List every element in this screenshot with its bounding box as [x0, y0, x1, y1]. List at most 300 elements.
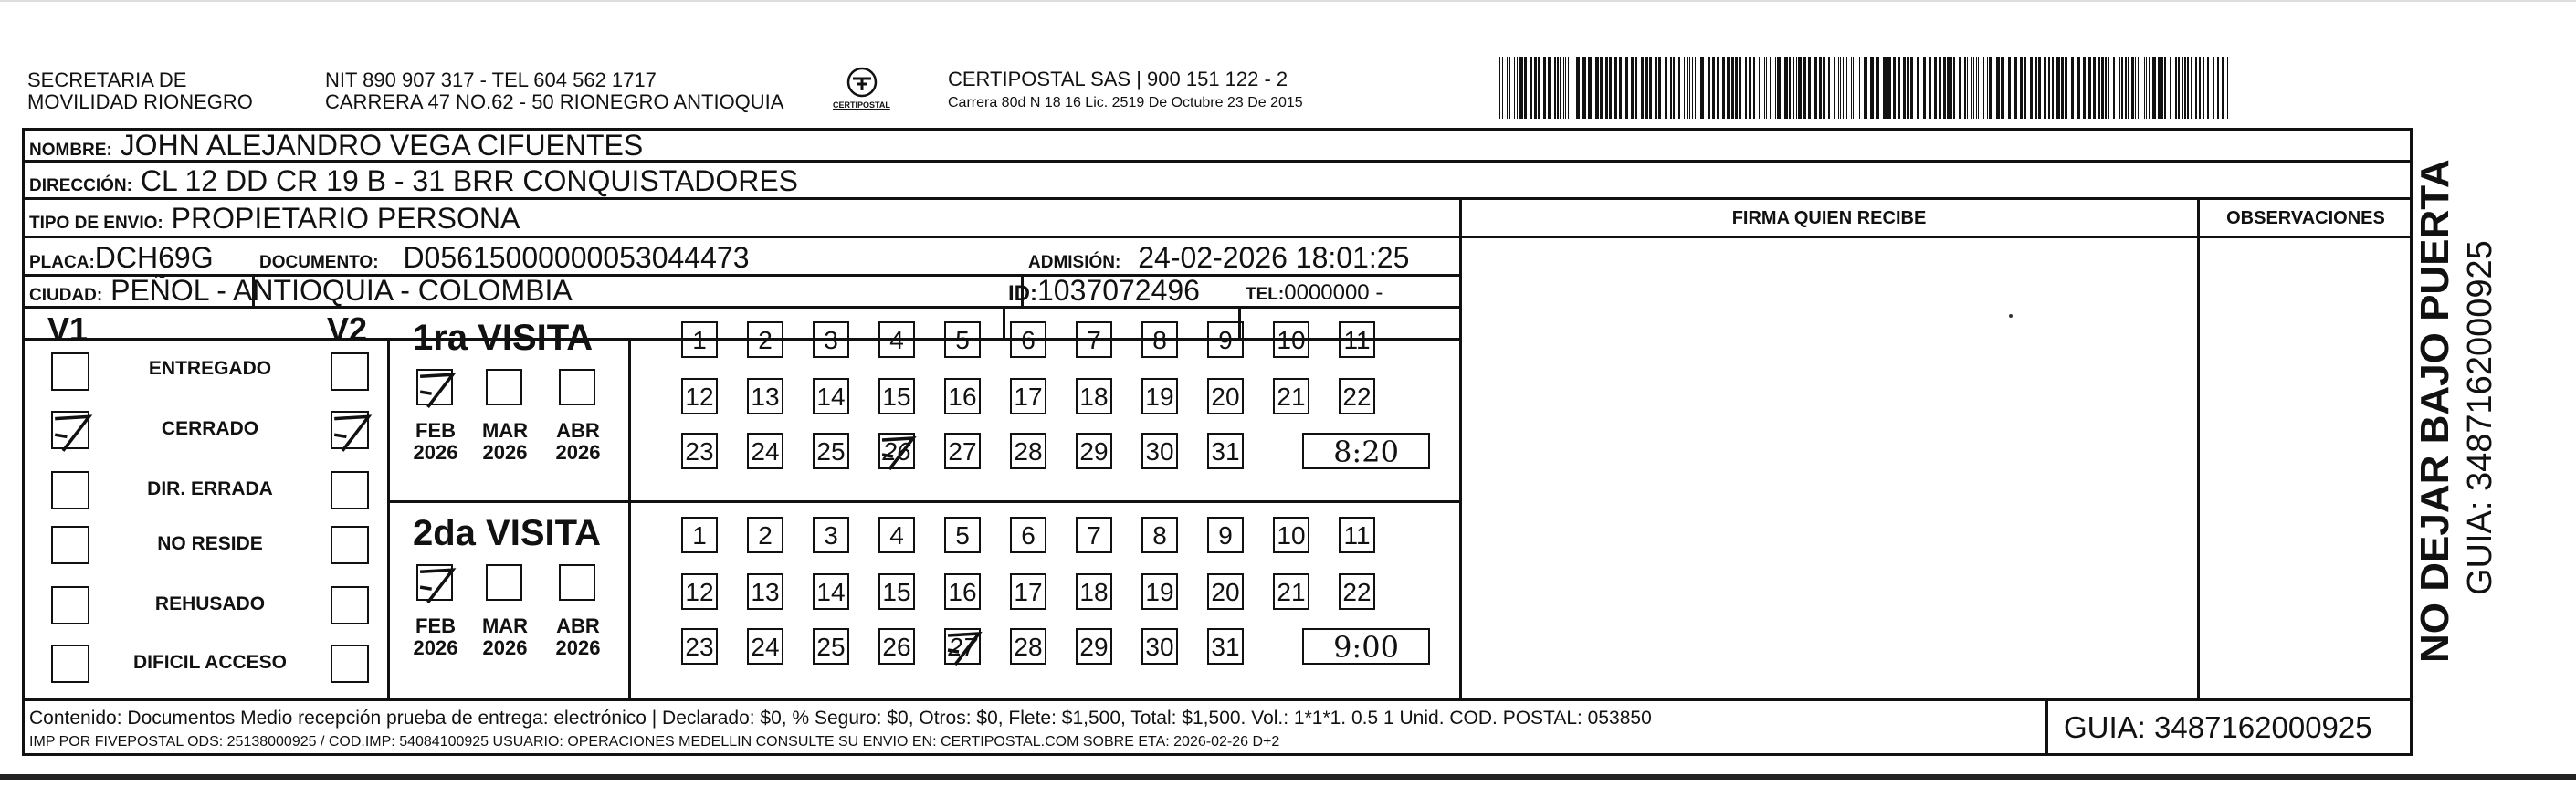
v1-checkbox[interactable] [51, 352, 89, 391]
ciudad-value: PEÑOL - ANTIOQUIA - COLOMBIA [110, 274, 573, 307]
barcode-bar [1777, 57, 1781, 119]
barcode-bar [1973, 57, 1974, 119]
barcode-bar [1684, 57, 1685, 119]
barcode-bar [1745, 57, 1747, 119]
certipostal-logo-text: CERTIPOSTAL [833, 100, 890, 110]
placa-value: DCH69G [94, 241, 214, 274]
nit-line: NIT 890 907 317 - TEL 604 562 1717 [325, 68, 657, 91]
barcode-bar [1803, 57, 1806, 119]
visit1-day-box[interactable]: 26 [878, 433, 915, 469]
visit2-day-box[interactable]: 20 [1207, 573, 1244, 610]
barcode-bar [2119, 57, 2120, 119]
visit2-day-box[interactable]: 23 [681, 628, 718, 665]
nombre-row [29, 130, 643, 166]
sender-line-1: SECRETARIA DE [27, 68, 187, 91]
visit1-day-box[interactable]: 3 [813, 321, 849, 358]
visit2-day-box[interactable]: 3 [813, 517, 849, 553]
visit2-day-box[interactable]: 27 [944, 628, 981, 665]
barcode-bar [1655, 57, 1657, 119]
barcode-bar [1766, 57, 1767, 119]
barcode-bar [1819, 57, 1822, 119]
barcode-bar [1543, 57, 1546, 119]
visit2-time-box[interactable]: 9:00 [1302, 628, 1430, 665]
barcode-bar [2217, 57, 2219, 119]
visit1-day-box[interactable]: 7 [1076, 321, 1112, 358]
barcode-bar [1514, 57, 1515, 119]
barcode-bar [2014, 57, 2017, 119]
v1-checkbox[interactable] [51, 645, 89, 683]
barcode-bar [1853, 57, 1854, 119]
visit1-day-box[interactable]: 8 [1141, 321, 1178, 358]
visit1-month-checkbox[interactable] [416, 369, 453, 405]
barcode-bar [2170, 57, 2171, 119]
visit1-day-box[interactable]: 24 [747, 433, 783, 469]
visit1-day-box[interactable]: 28 [1010, 433, 1046, 469]
visit1-month-name: ABR [556, 419, 600, 442]
visit2-month-label [473, 615, 537, 659]
barcode-bar [1519, 57, 1523, 119]
barcode-bar [1989, 57, 1992, 119]
side-guia: GUIA: 3487162000925 [2461, 240, 2499, 595]
barcode-bar [1717, 57, 1719, 119]
visit1-month-check-mark [418, 371, 457, 409]
barcode-bar [1692, 57, 1693, 119]
barcode-bar [2056, 57, 2060, 119]
barcode-bar [2128, 57, 2129, 119]
visit2-month-year: 2026 [413, 636, 458, 659]
status-option-label: DIR. ERRADA [147, 478, 273, 499]
barcode-bar [1796, 57, 1797, 119]
barcode-bar [1712, 57, 1715, 119]
visit1-day-box[interactable]: 5 [944, 321, 981, 358]
visit1-day-box[interactable]: 1 [681, 321, 718, 358]
barcode-bar [1576, 57, 1580, 119]
barcode-bar [2182, 57, 2183, 119]
barcode-bar [1851, 57, 1852, 119]
barcode-bar [1509, 57, 1510, 119]
barcode-bar [2164, 57, 2166, 119]
direccion-row [29, 165, 798, 202]
barcode-bar [1708, 57, 1710, 119]
barcode-bar [1557, 57, 1559, 119]
barcode-bar [2098, 57, 2100, 119]
barcode-bar [2071, 57, 2074, 119]
visit1-day-box[interactable]: 13 [747, 378, 783, 414]
barcode-bar [1588, 57, 1592, 119]
nombre-label: NOMBRE: [29, 141, 112, 160]
barcode-bar [1967, 57, 1968, 119]
visit2-day-box[interactable]: 28 [1010, 628, 1046, 665]
visit2-day-box[interactable]: 5 [944, 517, 981, 553]
admision-value: 24-02-2026 18:01:25 [1138, 241, 1410, 274]
visit2-day-box[interactable]: 29 [1076, 628, 1112, 665]
placa-cell [29, 242, 214, 278]
barcode-bar [1600, 57, 1603, 119]
barcode-bar [1978, 57, 1979, 119]
visit1-day-box[interactable]: 20 [1207, 378, 1244, 414]
barcode-bar [2108, 57, 2109, 119]
barcode-bar [1775, 57, 1776, 119]
barcode-bar [1678, 57, 1680, 119]
barcode-bar [1903, 57, 1906, 119]
barcode-bar [1943, 57, 1946, 119]
barcode-bar [1548, 57, 1551, 119]
v2-checkbox[interactable] [331, 526, 369, 564]
barcode-bar [1605, 57, 1608, 119]
visit1-day-box[interactable]: 19 [1141, 378, 1178, 414]
visit2-day-box[interactable]: 16 [944, 573, 981, 610]
visit2-month-checkbox[interactable] [559, 564, 595, 601]
barcode-bar [2065, 57, 2067, 119]
barcode-bar [1917, 57, 1919, 119]
v2-checkbox[interactable] [331, 352, 369, 391]
visit1-day-box[interactable]: 9 [1207, 321, 1244, 358]
documento-cell [259, 242, 749, 278]
barcode-bar [2184, 57, 2186, 119]
barcode-bar [1976, 57, 1977, 119]
barcode-bar [1910, 57, 1913, 119]
tel-value: 0000000 - [1284, 280, 1383, 305]
visit1-month-year: 2026 [413, 441, 458, 464]
barcode-bar [1934, 57, 1937, 119]
barcode-bar [1695, 57, 1696, 119]
nombre-value: JOHN ALEJANDRO VEGA CIFUENTES [120, 129, 644, 162]
visit2-day-box[interactable]: 12 [681, 573, 718, 610]
placa-label: PLACA: [29, 253, 95, 272]
barcode-bar [2044, 57, 2046, 119]
visit1-day-box[interactable]: 31 [1207, 433, 1244, 469]
visit2-day-box[interactable]: 31 [1207, 628, 1244, 665]
v1-check-mark [53, 413, 93, 453]
barcode-bar [2199, 57, 2201, 119]
barcode-bar [1614, 57, 1617, 119]
barcode-bar [1641, 57, 1644, 119]
direccion-value: CL 12 DD CR 19 B - 31 BRR CONQUISTADORES [140, 164, 799, 197]
barcode-bar [1846, 57, 1847, 119]
v2-check-mark [332, 413, 373, 453]
barcode-bar [2121, 57, 2123, 119]
visit2-month-name: MAR [481, 614, 529, 637]
barcode-bar [2008, 57, 2011, 119]
tel-label: TEL: [1246, 285, 1285, 304]
v2-checkbox[interactable] [331, 411, 369, 449]
barcode-bar [1964, 57, 1966, 119]
visit2-day-box[interactable]: 2 [747, 517, 783, 553]
ciudad-cell [29, 275, 573, 311]
sender-name [27, 69, 253, 113]
visit1-month-year: 2026 [482, 441, 528, 464]
barcode-bar [2138, 57, 2139, 119]
status-option-label: ENTREGADO [148, 358, 272, 379]
visit1-month-year: 2026 [555, 441, 601, 464]
v1-checkbox[interactable] [51, 471, 89, 509]
visit1-day-box[interactable]: 22 [1339, 378, 1375, 414]
barcode-bar [1953, 57, 1955, 119]
barcode-bar [1649, 57, 1652, 119]
visit1-time-box[interactable]: 8:20 [1302, 433, 1430, 469]
id-value: 1037072496 [1037, 274, 1200, 307]
visit2-day-box[interactable]: 4 [878, 517, 915, 553]
visit1-month-label [473, 420, 537, 464]
visit1-month-label [404, 420, 468, 464]
visit1-month-checkbox[interactable] [486, 369, 522, 405]
visit1-day-box[interactable]: 21 [1273, 378, 1309, 414]
visit1-month-name: FEB [415, 419, 456, 442]
visit2-day-box[interactable]: 25 [813, 628, 849, 665]
visit2-day-box[interactable]: 9 [1207, 517, 1244, 553]
visit2-month-year: 2026 [482, 636, 528, 659]
visit1-day-box[interactable]: 15 [878, 378, 915, 414]
barcode-bar [2083, 57, 2086, 119]
visit2-month-label [404, 615, 468, 659]
visit1-day-box[interactable]: 25 [813, 433, 849, 469]
visit1-day-box[interactable]: 11 [1339, 321, 1375, 358]
barcode-bar [1753, 57, 1755, 119]
barcode-bar [2222, 57, 2224, 119]
visit2-month-name: ABR [556, 614, 600, 637]
barcode-bar [2001, 57, 2004, 119]
barcode-bar [1739, 57, 1741, 119]
barcode-bar [2131, 57, 2134, 119]
barcode-bar [2035, 57, 2037, 119]
barcode-bar [1524, 57, 1527, 119]
visit1-day-box[interactable]: 16 [944, 378, 981, 414]
barcode-bar [1554, 57, 1556, 119]
barcode-bar [2030, 57, 2033, 119]
visit1-day-box[interactable]: 18 [1076, 378, 1112, 414]
barcode-bar [1563, 57, 1564, 119]
sender-address: CARRERA 47 NO.62 - 50 RIONEGRO ANTIOQUIA [325, 90, 784, 113]
barcode-bar [1749, 57, 1751, 119]
barcode-bar [1828, 57, 1830, 119]
barcode-bar [2146, 57, 2147, 119]
barcode-bar [1823, 57, 1825, 119]
visit1-month-label [546, 420, 610, 464]
barcode-bar [2158, 57, 2161, 119]
admision-label: ADMISIÓN: [1028, 253, 1121, 272]
visit2-day-box[interactable]: 18 [1076, 573, 1112, 610]
v1-header: V1 [47, 310, 89, 348]
visit1-month-name: MAR [481, 419, 529, 442]
visit2-day-box[interactable]: 19 [1141, 573, 1178, 610]
documento-label: DOCUMENTO: [259, 253, 379, 272]
visit2-day-box[interactable]: 30 [1141, 628, 1178, 665]
visit2-day-box[interactable]: 15 [878, 573, 915, 610]
barcode-bar [2207, 57, 2209, 119]
visit2-day-box[interactable]: 8 [1141, 517, 1178, 553]
v2-header: V2 [327, 310, 368, 348]
visit2-month-check-mark [418, 566, 457, 604]
visit2-day-box[interactable]: 22 [1339, 573, 1375, 610]
id-cell [1008, 275, 1200, 310]
barcode-bar [1770, 57, 1771, 119]
sender-line-2: MOVILIDAD RIONEGRO [27, 90, 253, 113]
visit2-day-box[interactable]: 14 [813, 573, 849, 610]
barcode-bar [1658, 57, 1661, 119]
barcode-bar [1898, 57, 1900, 119]
admision-cell [1028, 242, 1409, 278]
v2-checkbox[interactable] [331, 645, 369, 683]
barcode-bar [1834, 57, 1835, 119]
visit1-day-box[interactable]: 12 [681, 378, 718, 414]
status-option-label: REHUSADO [154, 593, 266, 614]
barcode-bar [1838, 57, 1839, 119]
barcode-bar [1996, 57, 2000, 119]
barcode-bar [1793, 57, 1794, 119]
barcode-bar [2175, 57, 2177, 119]
barcode-bar [1595, 57, 1599, 119]
barcode-bar [1619, 57, 1622, 119]
barcode-bar [2077, 57, 2080, 119]
visit2-day-box[interactable]: 21 [1273, 573, 1309, 610]
v2-checkbox[interactable] [331, 586, 369, 624]
visit1-day-box[interactable]: 10 [1273, 321, 1309, 358]
barcode-bar [1759, 57, 1760, 119]
barcode-bar [1722, 57, 1725, 119]
barcode-bar [1843, 57, 1844, 119]
barcode-bar [1923, 57, 1926, 119]
tipo-envio-row [29, 203, 520, 239]
visit2-day-box[interactable]: 26 [878, 628, 915, 665]
barcode [1498, 57, 2228, 119]
visit1-day-box[interactable]: 30 [1141, 433, 1178, 469]
visit2-month-checkbox[interactable] [486, 564, 522, 601]
barcode-bar [1530, 57, 1532, 119]
barcode-bar [1517, 57, 1518, 119]
barcode-bar [1673, 57, 1675, 119]
barcode-bar [1689, 57, 1690, 119]
visit2-day-box[interactable]: 6 [1010, 517, 1046, 553]
visit1-day-box[interactable]: 17 [1010, 378, 1046, 414]
visit1-day-box[interactable]: 2 [747, 321, 783, 358]
barcode-bar [1959, 57, 1961, 119]
barcode-bar [2149, 57, 2150, 119]
speck [2009, 314, 2013, 318]
barcode-bar [2052, 57, 2054, 119]
barcode-bar [2061, 57, 2064, 119]
barcode-bar [1631, 57, 1634, 119]
barcode-bar [1534, 57, 1537, 119]
barcode-bar [2113, 57, 2115, 119]
firma-header: FIRMA QUIEN RECIBE [1731, 208, 1927, 228]
barcode-bar [1645, 57, 1648, 119]
barcode-bar [1929, 57, 1931, 119]
visit2-day-box[interactable]: 17 [1010, 573, 1046, 610]
v1-checkbox[interactable] [51, 411, 89, 449]
barcode-bar [1687, 57, 1688, 119]
visit2-month-checkbox[interactable] [416, 564, 453, 601]
barcode-bar [1764, 57, 1765, 119]
barcode-bar [1625, 57, 1628, 119]
visit2-day-box[interactable]: 11 [1339, 517, 1375, 553]
barcode-bar [2048, 57, 2050, 119]
courier-license: Carrera 80d N 18 16 Lic. 2519 De Octubre 23 De 2015 [948, 95, 1303, 110]
barcode-bar [1565, 57, 1566, 119]
visit1-title: 1ra VISITA [413, 318, 594, 358]
barcode-bar [1735, 57, 1738, 119]
barcode-bar [2227, 57, 2228, 119]
visit1-month-checkbox[interactable] [559, 369, 595, 405]
barcode-bar [1887, 57, 1891, 119]
visit1-day-box[interactable]: 6 [1010, 321, 1046, 358]
barcode-bar [1670, 57, 1672, 119]
barcode-bar [1808, 57, 1811, 119]
barcode-bar [1907, 57, 1909, 119]
visit1-day-strike [880, 435, 917, 471]
visit1-day-box[interactable]: 4 [878, 321, 915, 358]
visit1-day-box[interactable]: 23 [681, 433, 718, 469]
barcode-bar [2203, 57, 2204, 119]
side-warning: NO DEJAR BAJO PUERTA [2413, 159, 2457, 663]
barcode-bar [1499, 57, 1500, 119]
barcode-bar [1971, 57, 1972, 119]
barcode-bar [1789, 57, 1791, 119]
barcode-bar [1947, 57, 1950, 119]
status-option-label: CERRADO [161, 418, 259, 439]
visit1-day-box[interactable]: 27 [944, 433, 981, 469]
visit2-day-strike [946, 630, 983, 666]
visit2-day-box[interactable]: 13 [747, 573, 783, 610]
barcode-bar [1840, 57, 1841, 119]
barcode-bar [2161, 57, 2163, 119]
barcode-bar [1727, 57, 1730, 119]
barcode-bar [1568, 57, 1569, 119]
barcode-bar [1939, 57, 1941, 119]
barcode-bar [1609, 57, 1612, 119]
barcode-bar [1814, 57, 1817, 119]
status-option-label: DIFICIL ACCESO [132, 652, 287, 673]
barcode-bar [2024, 57, 2026, 119]
visit2-day-box[interactable]: 1 [681, 517, 718, 553]
visit2-day-box[interactable]: 10 [1273, 517, 1309, 553]
tipo-envio-value: PROPIETARIO PERSONA [171, 202, 520, 235]
tel-cell [1246, 278, 1383, 310]
courier-name: CERTIPOSTAL SAS | 900 151 122 - 2 [948, 68, 1288, 90]
barcode-bar [1883, 57, 1887, 119]
v1-checkbox[interactable] [51, 526, 89, 564]
visit2-day-box[interactable]: 24 [747, 628, 783, 665]
barcode-bar [1784, 57, 1788, 119]
barcode-bar [2195, 57, 2197, 119]
barcode-bar [2093, 57, 2096, 119]
barcode-bar [2178, 57, 2180, 119]
visit2-month-label [546, 615, 610, 659]
visit2-day-box[interactable]: 7 [1076, 517, 1112, 553]
visit2-month-year: 2026 [555, 636, 601, 659]
visit2-title: 2da VISITA [413, 513, 601, 553]
barcode-bar [2191, 57, 2192, 119]
barcode-bar [1876, 57, 1879, 119]
barcode-bar [1950, 57, 1952, 119]
visit1-day-box[interactable]: 29 [1076, 433, 1112, 469]
barcode-bar [2038, 57, 2041, 119]
barcode-bar [2144, 57, 2145, 119]
visit1-day-box[interactable]: 14 [813, 378, 849, 414]
tipo-envio-label: TIPO DE ENVIO: [29, 214, 163, 233]
barcode-bar [1635, 57, 1637, 119]
direccion-label: DIRECCIÓN: [29, 176, 132, 195]
certipostal-logo-icon [846, 66, 878, 99]
v2-checkbox[interactable] [331, 471, 369, 509]
barcode-bar [2105, 57, 2107, 119]
observaciones-header: OBSERVACIONES [2226, 208, 2385, 228]
contenido-text: Contenido: Documentos Medio recepción prueba de entrega: electrónico | Declarado: $0, % Seguro: $0, Otros: $0, Flete: $1,500, Total: $1,500. Vol.: 1*1*1. 0.5 1 Unid. COD. POSTAL: 053850 [29, 708, 1652, 729]
v1-checkbox[interactable] [51, 586, 89, 624]
barcode-bar [1502, 57, 1503, 119]
barcode-bar [1798, 57, 1802, 119]
barcode-bar [2213, 57, 2214, 119]
barcode-bar [1870, 57, 1874, 119]
